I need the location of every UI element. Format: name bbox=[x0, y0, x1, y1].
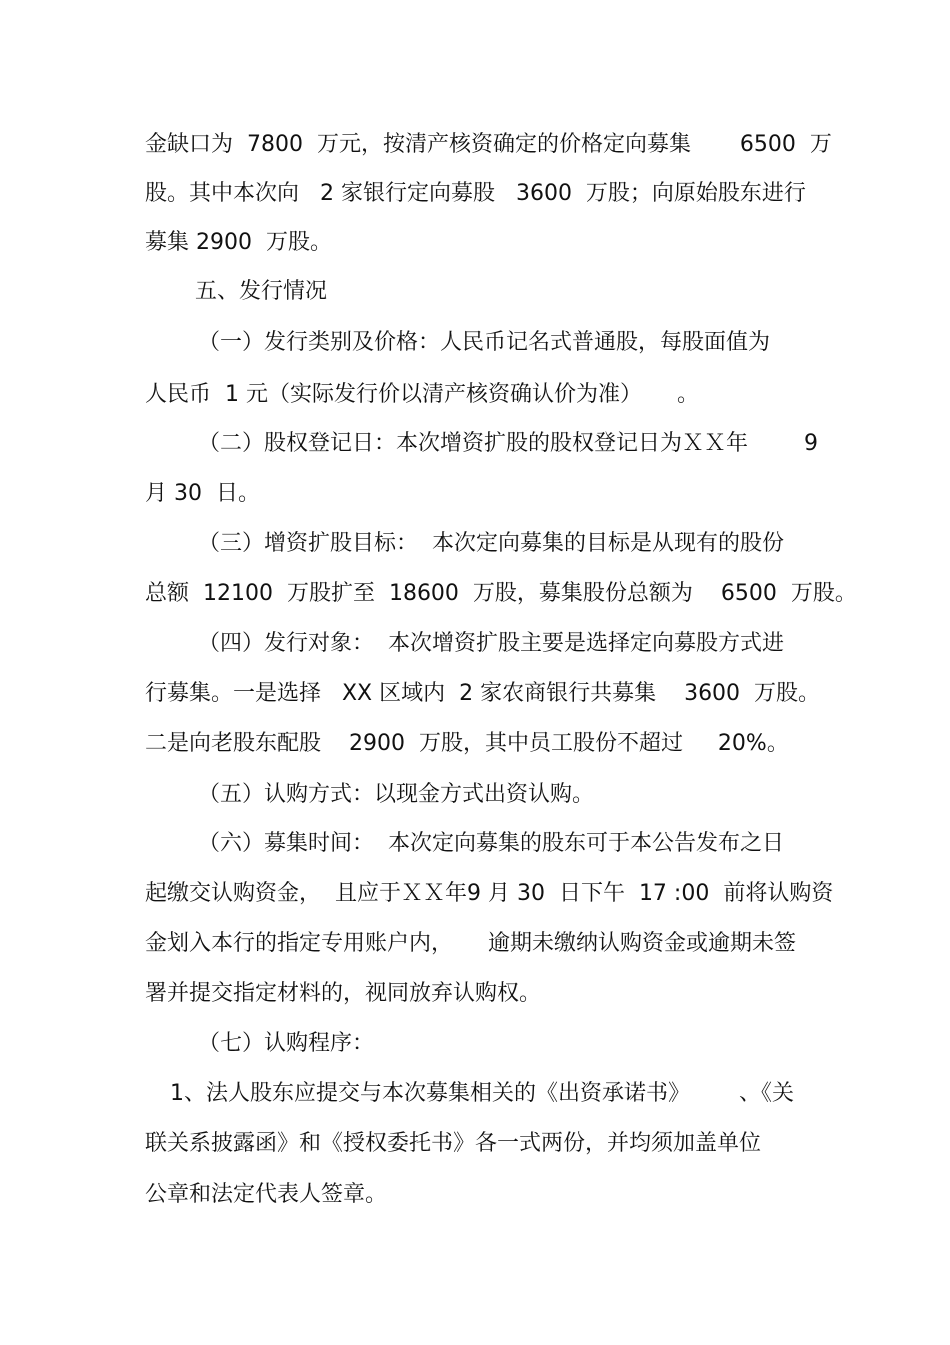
paragraph-line-7: （二）股权登记日：本次增资扩股的股权登记日为ＸＸ年 9 bbox=[198, 431, 818, 456]
paragraph-line-11: （四）发行对象： 本次增资扩股主要是选择定向募股方式进 bbox=[198, 631, 784, 656]
paragraph-line-1: 金缺口为 7800 万元，按清产核资确定的价格定向募集 6500 万 bbox=[145, 132, 832, 157]
paragraph-line-17: 金划入本行的指定专用账户内， 逾期未缴纳认购资金或逾期未签 bbox=[145, 931, 796, 956]
paragraph-line-14: （五）认购方式：以现金方式出资认购。 bbox=[198, 782, 595, 807]
paragraph-line-9: （三）增资扩股目标： 本次定向募集的目标是从现有的股份 bbox=[198, 531, 784, 556]
section-heading: 五、发行情况 bbox=[195, 279, 328, 304]
paragraph-line-10: 总额 12100 万股扩至 18600 万股，募集股份总额为 6500 万股。 bbox=[145, 581, 857, 606]
paragraph-line-15: （六）募集时间： 本次定向募集的股东可于本公告发布之日 bbox=[198, 831, 784, 856]
paragraph-line-18: 署并提交指定材料的，视同放弃认购权。 bbox=[145, 981, 542, 1006]
paragraph-line-12: 行募集。一是选择 XX 区域内 2 家农商银行共募集 3600 万股。 bbox=[145, 681, 821, 706]
paragraph-line-16: 起缴交认购资金， 且应于ＸＸ年9 月 30 日下午 17 :00 前将认购资 bbox=[145, 881, 834, 906]
paragraph-line-21: 联关系披露函》和《授权委托书》各一式两份，并均须加盖单位 bbox=[145, 1131, 762, 1156]
paragraph-line-19: （七）认购程序： bbox=[198, 1031, 375, 1056]
paragraph-line-3: 募集 2900 万股。 bbox=[145, 230, 332, 255]
paragraph-line-8: 月 30 日。 bbox=[145, 481, 260, 506]
paragraph-line-6: 人民币 1 元（实际发行价以清产核资确认价为准） 。 bbox=[145, 382, 699, 407]
paragraph-line-20: 1、法人股东应提交与本次募集相关的《出资承诺书》 、《关 bbox=[170, 1081, 794, 1106]
paragraph-line-22: 公章和法定代表人签章。 bbox=[145, 1182, 388, 1207]
paragraph-line-2: 股。其中本次向 2 家银行定向募股 3600 万股；向原始股东进行 bbox=[145, 181, 806, 206]
paragraph-line-13: 二是向老股东配股 2900 万股，其中员工股份不超过 20%。 bbox=[145, 731, 789, 756]
paragraph-line-5: （一）发行类别及价格：人民币记名式普通股，每股面值为 bbox=[198, 330, 771, 355]
